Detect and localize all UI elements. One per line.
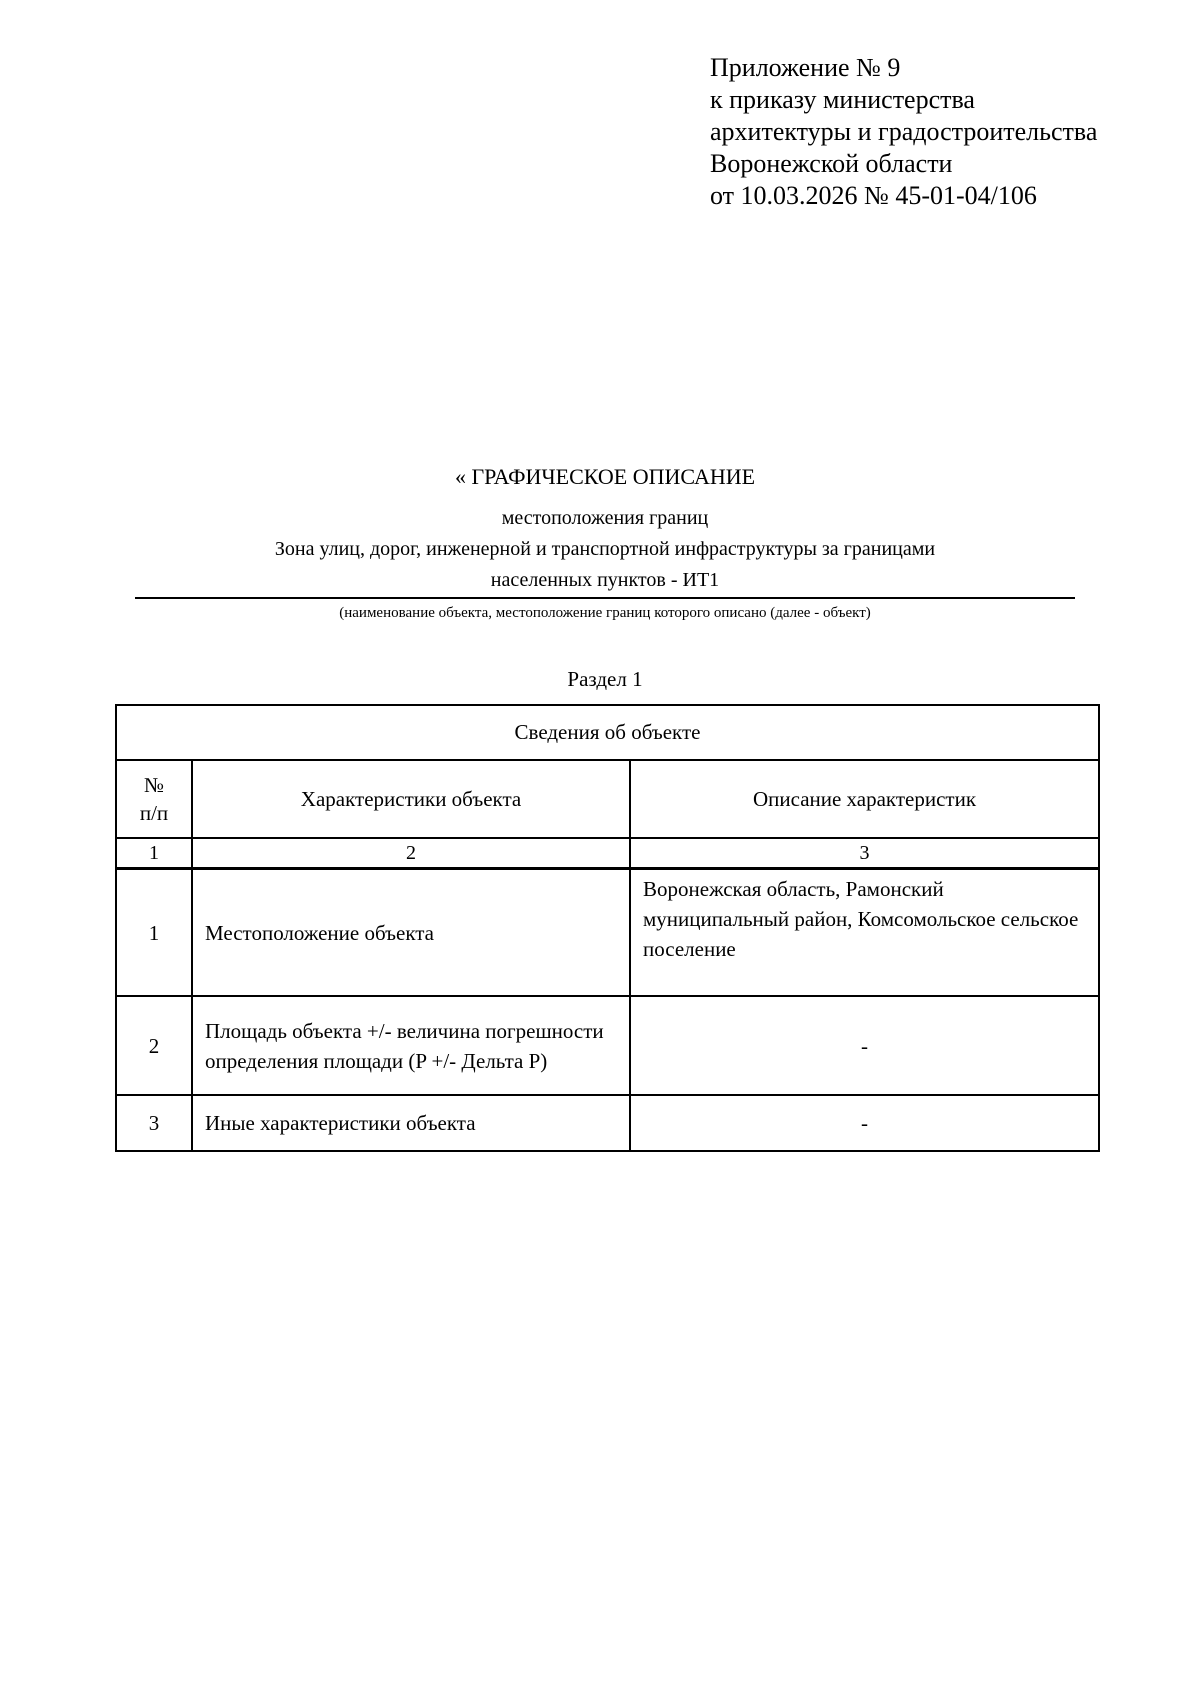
column-number: 3 bbox=[630, 838, 1099, 869]
object-info-table bbox=[115, 704, 1100, 1152]
table-row bbox=[116, 869, 1099, 997]
section-title: Раздел 1 bbox=[567, 667, 643, 691]
header-num bbox=[116, 760, 192, 838]
header-characteristics: Характеристики объекта bbox=[192, 760, 630, 838]
object-name-block bbox=[135, 503, 1075, 596]
row-characteristic: Площадь объекта +/- величина погрешности определения площади (P +/- Дельта P) bbox=[192, 996, 630, 1095]
table-caption-row bbox=[116, 705, 1099, 760]
table-row bbox=[116, 996, 1099, 1095]
object-name-line: Зона улиц, дорог, инженерной и транспортной инфраструктуры за границами bbox=[274, 538, 936, 560]
title-underline bbox=[135, 597, 1075, 599]
row-num: 1 bbox=[116, 869, 192, 997]
row-description: - bbox=[630, 996, 1099, 1095]
object-name-line: местоположения границ bbox=[501, 507, 709, 529]
appendix-block bbox=[710, 52, 1180, 212]
row-characteristic: Местоположение объекта bbox=[192, 869, 630, 997]
column-number: 2 bbox=[192, 838, 630, 869]
table-caption: Сведения об объекте bbox=[116, 705, 1099, 760]
row-num: 3 bbox=[116, 1095, 192, 1151]
column-number: 1 bbox=[116, 838, 192, 869]
table-row bbox=[116, 1095, 1099, 1151]
appendix-line: архитектуры и градостроительства bbox=[710, 117, 1098, 146]
object-name-note: (наименование объекта, местоположение границ которого описано (далее - объект) bbox=[339, 605, 871, 621]
header-num-line: п/п bbox=[139, 801, 169, 825]
header-num-line: № bbox=[143, 773, 165, 797]
row-characteristic: Иные характеристики объекта bbox=[192, 1095, 630, 1151]
appendix-line: от 10.03.2026 № 45-01-04/106 bbox=[710, 181, 1037, 210]
document-title: « ГРАФИЧЕСКОЕ ОПИСАНИЕ bbox=[454, 464, 756, 489]
row-description: Воронежская область, Рамонский муниципальный район, Комсомольское сельское поселение bbox=[630, 869, 1099, 997]
row-description: - bbox=[630, 1095, 1099, 1151]
column-number-row bbox=[116, 838, 1099, 869]
appendix-line: Приложение № 9 bbox=[710, 53, 901, 82]
header-description: Описание характеристик bbox=[630, 760, 1099, 838]
appendix-line: Воронежской области bbox=[710, 149, 953, 178]
object-name-line: населенных пунктов - ИТ1 bbox=[490, 569, 720, 591]
table-header-row bbox=[116, 760, 1099, 838]
appendix-line: к приказу министерства bbox=[710, 85, 975, 114]
row-num: 2 bbox=[116, 996, 192, 1095]
